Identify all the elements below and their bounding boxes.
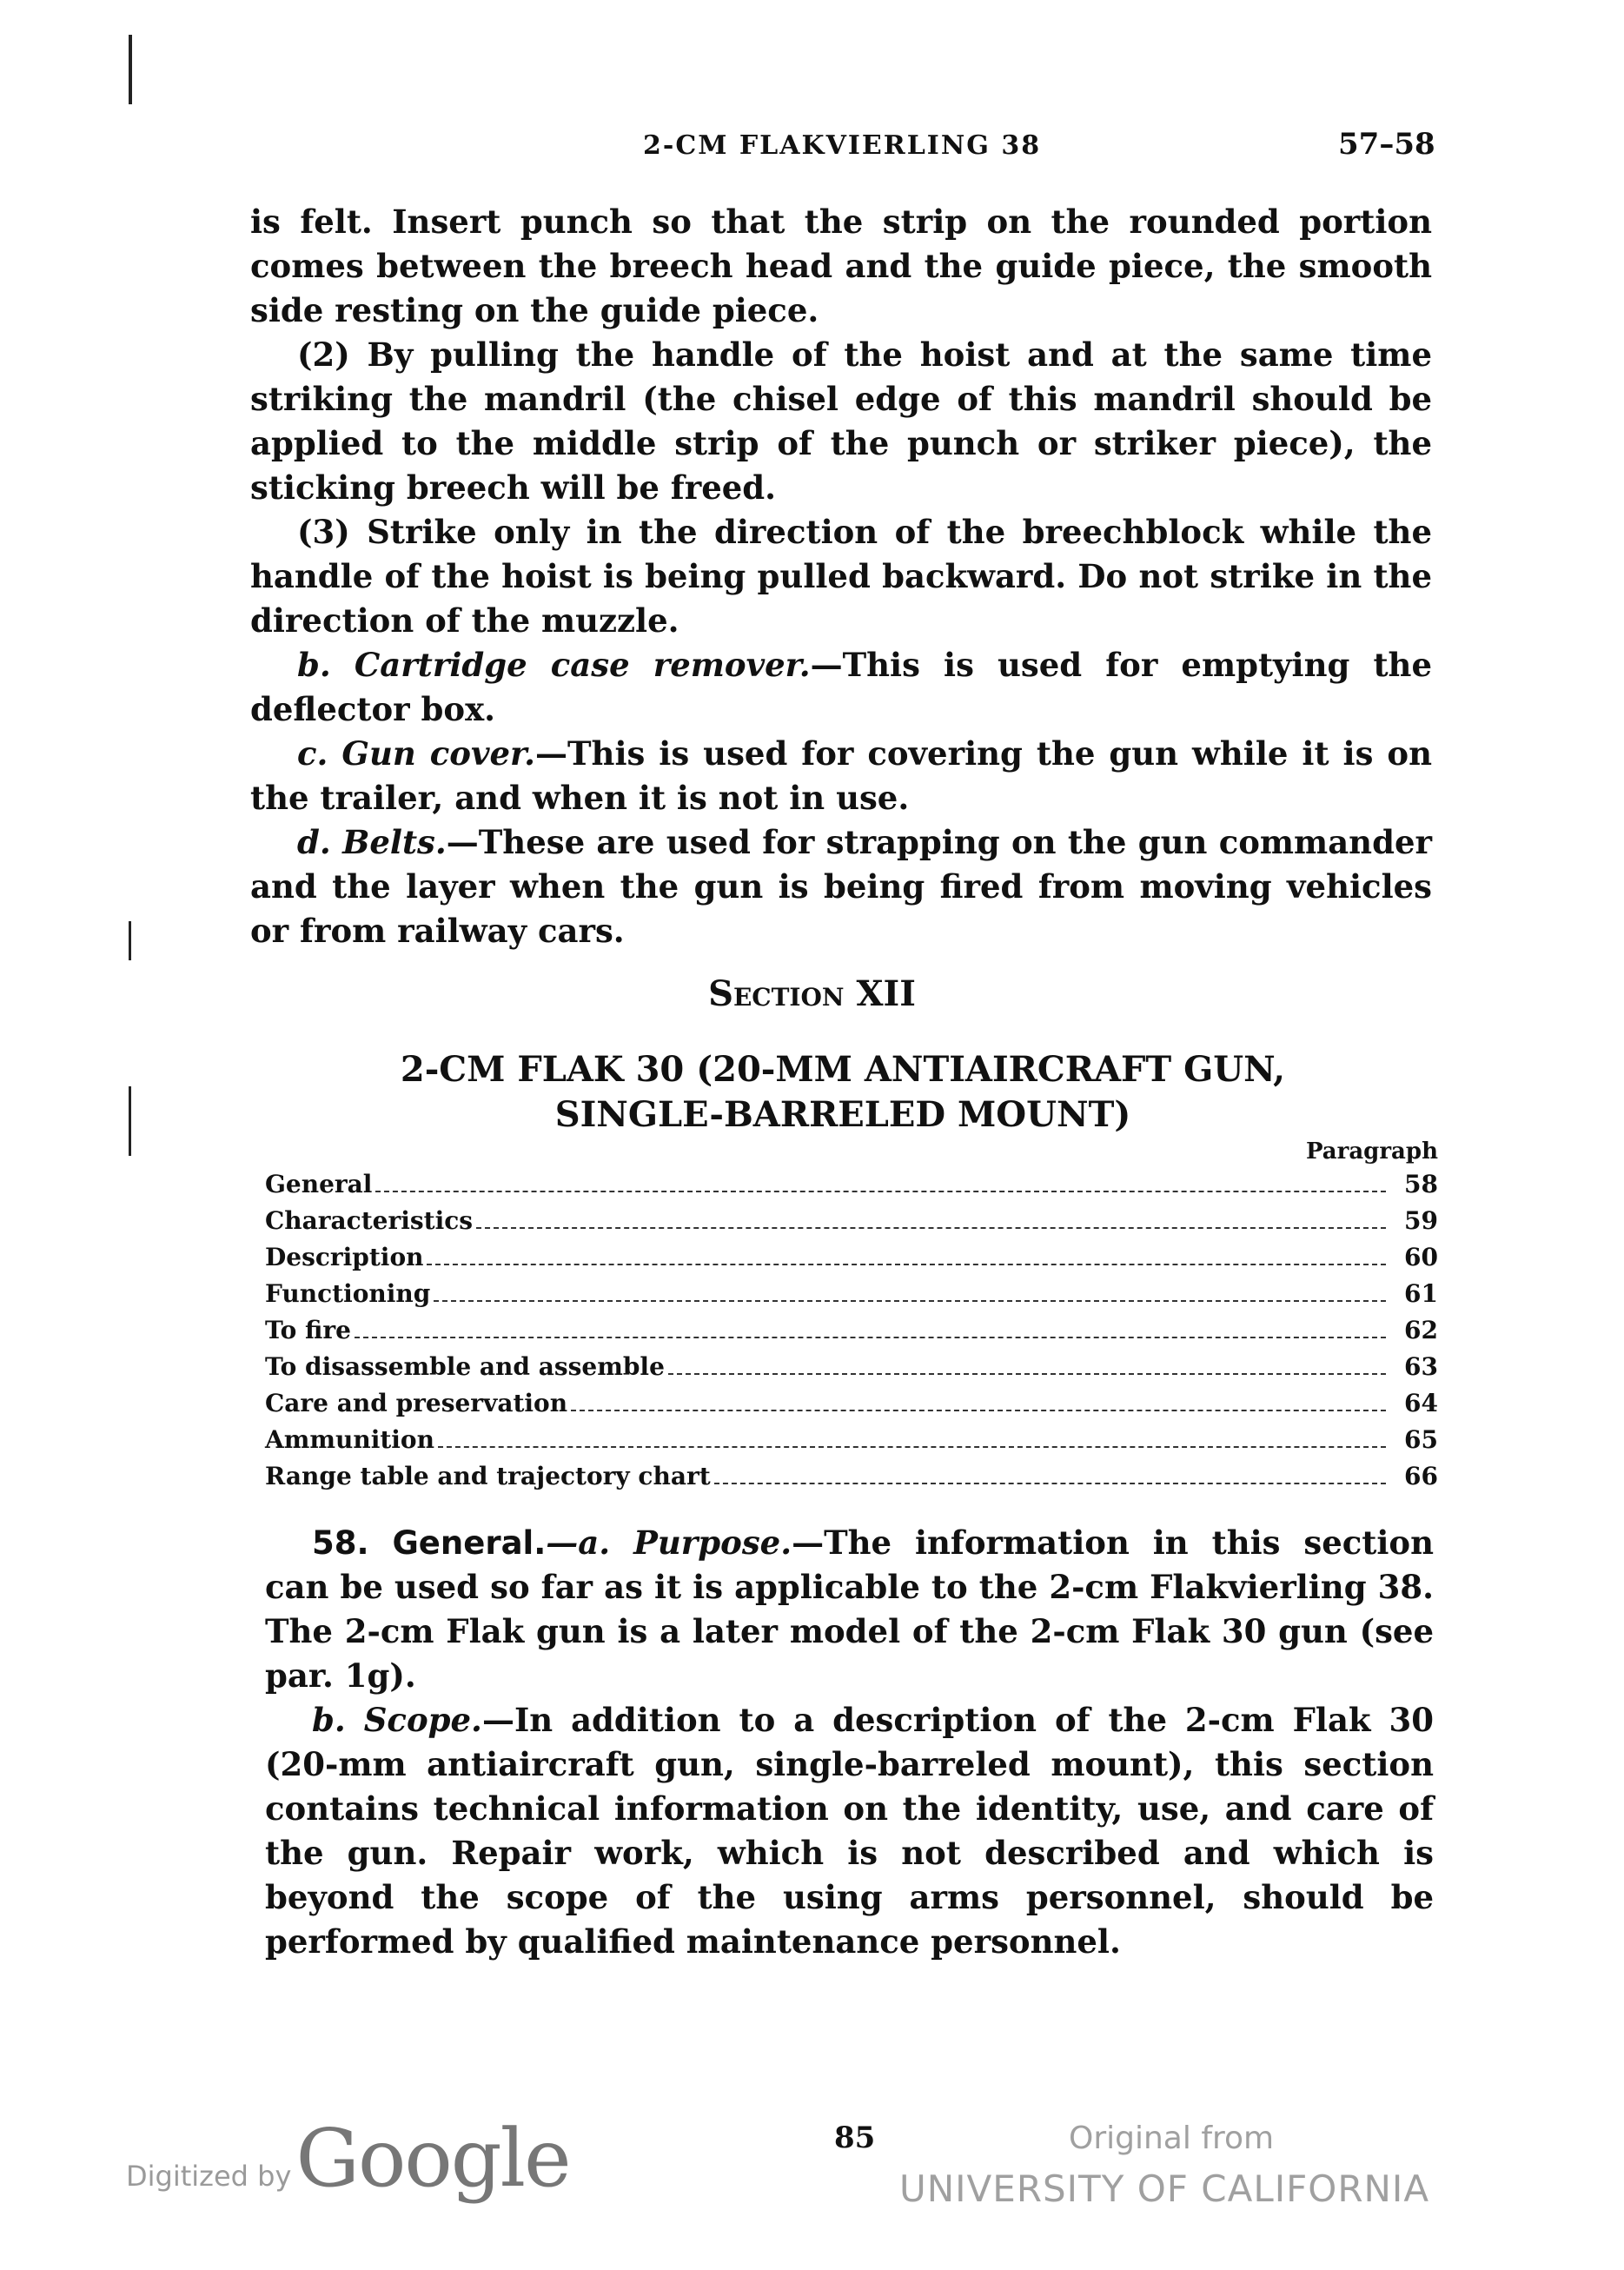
toc-row — [265, 1316, 1438, 1352]
running-head-pages: 57–58 — [1338, 127, 1435, 162]
section-number: XII — [856, 973, 916, 1014]
digitized-by-google-watermark — [126, 2112, 570, 2205]
toc-number: 60 — [1404, 1243, 1438, 1271]
running-head-title: 2-CM FLAKVIERLING 38 — [643, 130, 1042, 161]
item-letter: c. — [297, 734, 328, 773]
page-number: 85 — [834, 2121, 876, 2155]
item-letter: d. — [297, 823, 331, 861]
university-label: UNIVERSITY OF CALIFORNIA — [899, 2167, 1430, 2210]
toc-leader — [476, 1227, 1386, 1229]
item-term: Gun cover. — [341, 734, 536, 773]
scan-edge-mark — [129, 921, 131, 960]
toc-label: General — [265, 1170, 373, 1198]
toc-number: 61 — [1404, 1279, 1438, 1308]
toc-label: Characteristics — [265, 1206, 474, 1235]
toc-label: To disassemble and assemble — [265, 1352, 665, 1381]
toc-leader — [427, 1264, 1386, 1265]
item-text: —The information in this section can be used so far as it is applicable to the 2-cm Flakvierling 38. The 2-cm Flak gun is a later model of the 2-cm Flak 30 gun (see par. 1g). — [265, 1523, 1435, 1695]
toc-number: 58 — [1404, 1170, 1438, 1198]
toc-label: Description — [265, 1243, 424, 1271]
toc-leader — [438, 1446, 1386, 1448]
toc-row — [265, 1206, 1438, 1243]
toc-leader — [668, 1373, 1386, 1375]
toc-label: To fire — [265, 1316, 351, 1344]
toc-number: 59 — [1404, 1206, 1438, 1235]
toc-leader — [571, 1410, 1386, 1411]
toc-row — [265, 1425, 1438, 1462]
item-text: —This is used for emptying the deflector box. — [250, 646, 1432, 728]
chapter-title-line: 2-CM FLAK 30 (20-MM ANTIAIRCRAFT GUN, — [400, 1049, 1286, 1090]
google-logo: Google — [295, 2112, 570, 2205]
original-from-label: Original from — [1069, 2121, 1275, 2156]
toc-number: 63 — [1404, 1352, 1438, 1381]
item-term: Purpose. — [633, 1523, 792, 1562]
chapter-title-line: SINGLE-BARRELED MOUNT) — [554, 1094, 1131, 1135]
chapter-title — [261, 1047, 1425, 1138]
toc-leader — [375, 1191, 1386, 1192]
toc-number: 65 — [1404, 1425, 1438, 1454]
paragraph-number: 58. General. — [312, 1524, 547, 1562]
scan-edge-mark — [129, 1086, 131, 1156]
toc-row — [265, 1462, 1438, 1498]
item-text: —These are used for strapping on the gun commander and the layer when the gun is being fired from moving vehicles or from railway cars. — [250, 823, 1432, 950]
item-letter: b. — [312, 1701, 346, 1739]
toc-number: 64 — [1404, 1389, 1438, 1417]
toc-label: Functioning — [265, 1279, 431, 1308]
paragraph-58b — [265, 1698, 1434, 1964]
section-label: Section — [708, 973, 845, 1014]
toc-number: 66 — [1404, 1462, 1438, 1490]
section-heading — [0, 973, 1624, 1014]
scan-edge-mark — [129, 35, 132, 104]
toc-row — [265, 1170, 1438, 1206]
item-letter: b. — [297, 646, 331, 684]
paragraph: (2) By pulling the handle of the hoist and at the same time striking the mandril (the chisel edge of this mandril should be applied to the middle strip of the punch or striker piece), the sticking breech will be freed. — [250, 335, 1432, 507]
toc-heading: Paragraph — [1305, 1138, 1438, 1165]
item-text: —This is used for covering the gun while it is on the trailer, and when it is not in use. — [250, 734, 1432, 817]
toc-row — [265, 1352, 1438, 1389]
item-term: Cartridge case remover. — [354, 646, 811, 684]
item-term: Belts. — [342, 823, 447, 861]
toc-leader — [355, 1337, 1386, 1338]
paragraph-item-c — [250, 732, 1432, 820]
paragraph-58a — [265, 1521, 1434, 1698]
toc-row — [265, 1389, 1438, 1425]
toc-leader — [714, 1483, 1386, 1484]
digitized-label: Digitized by — [126, 2160, 292, 2193]
toc-leader — [434, 1300, 1386, 1302]
toc-row — [265, 1243, 1438, 1279]
toc-row — [265, 1279, 1438, 1316]
paragraph: is felt. Insert punch so that the strip on the rounded portion comes between the breech head and the guide piece, the smooth side resting on the guide piece. — [250, 202, 1432, 329]
body-text-para-58 — [265, 1521, 1434, 1964]
toc-number: 62 — [1404, 1316, 1438, 1344]
table-of-contents — [265, 1138, 1438, 1498]
item-letter: —a. — [546, 1523, 611, 1562]
item-text: —In addition to a description of the 2-cm Flak 30 (20-mm antiaircraft gun, single-barreled mount), this section contains technical information on the identity, use, and care of the gun. Repair work, which is not described and which is beyond the scope of the using arms personnel, should be performed by qualified maintenance personnel. — [265, 1701, 1434, 1961]
toc-label: Ammunition — [265, 1425, 434, 1454]
toc-label: Care and preservation — [265, 1389, 568, 1417]
paragraph: (3) Strike only in the direction of the breechblock while the handle of the hoist is being pulled backward. Do not strike in the direction of the muzzle. — [250, 513, 1432, 640]
paragraph-item-d — [250, 820, 1432, 953]
item-term: Scope. — [363, 1701, 482, 1739]
toc-label: Range table and trajectory chart — [265, 1462, 711, 1490]
body-text-top — [250, 200, 1432, 953]
paragraph-item-b — [250, 643, 1432, 732]
